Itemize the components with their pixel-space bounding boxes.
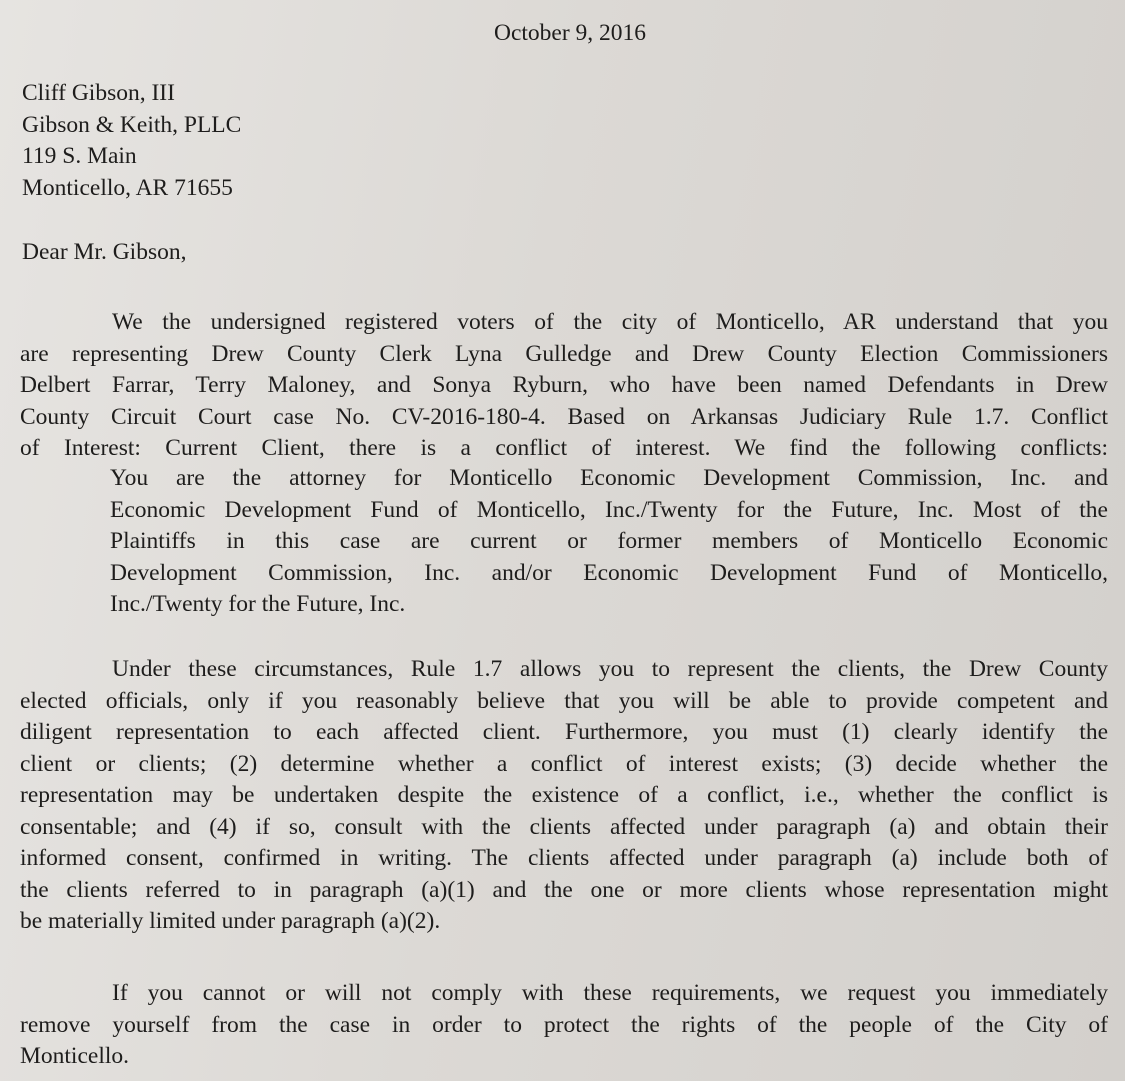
recipient-firm: Gibson & Keith, PLLC bbox=[22, 111, 242, 138]
conflicts-indented-block bbox=[110, 463, 1108, 621]
paragraph-line: Economic Development Fund of Monticello, Inc./Twenty for the Future, Inc. Most of the bbox=[110, 496, 1108, 523]
paragraph-line: are representing Drew County Clerk Lyna Gulledge and Drew County Election Commissioners bbox=[20, 340, 1108, 367]
recipient-street: 119 S. Main bbox=[22, 143, 137, 169]
recipient-city: Monticello, AR 71655 bbox=[22, 174, 233, 201]
paragraph-1 bbox=[20, 307, 1108, 465]
paragraph-line: remove yourself from the case in order to protect the rights of the people of the City of bbox=[20, 1011, 1108, 1038]
paragraph-line: Plaintiffs in this case are current or former members of Monticello Economic bbox=[110, 528, 1108, 554]
paragraph-line: diligent representation to each affected client. Furthermore, you must (1) clearly identify the bbox=[20, 719, 1108, 745]
paragraph-line: We the undersigned registered voters of the city of Monticello, AR understand that you bbox=[112, 309, 1108, 335]
paragraph-line: Development Commission, Inc. and/or Economic Development Fund of Monticello, bbox=[110, 559, 1108, 586]
paragraph-line: Under these circumstances, Rule 1.7 allows you to represent the clients, the Drew County bbox=[112, 656, 1108, 682]
paragraph-line: of Interest: Current Client, there is a conflict of interest. We find the following conflicts: bbox=[20, 435, 1108, 461]
paragraph-line: Monticello. bbox=[20, 1043, 129, 1069]
recipient-name: Cliff Gibson, III bbox=[22, 80, 175, 106]
paragraph-line: the clients referred to in paragraph (a)(1) and the one or more clients whose representation might bbox=[20, 876, 1108, 903]
paragraph-line: representation may be undertaken despite the existence of a conflict, i.e., whether the conflict is bbox=[20, 782, 1108, 808]
paragraph-line: informed consent, confirmed in writing. The clients affected under paragraph (a) include both of bbox=[20, 845, 1108, 871]
paragraph-line: be materially limited under paragraph (a)(2). bbox=[20, 908, 441, 934]
salutation: Dear Mr. Gibson, bbox=[22, 239, 187, 265]
paragraph-2 bbox=[20, 654, 1108, 938]
paragraph-line: elected officials, only if you reasonably believe that you will be able to provide competent and bbox=[20, 687, 1108, 714]
paragraph-line: Inc./Twenty for the Future, Inc. bbox=[110, 591, 406, 617]
letter-date: October 9, 2016 bbox=[493, 20, 647, 46]
recipient-address-block bbox=[22, 78, 241, 204]
paragraph-line: consentable; and (4) if so, consult with the clients affected under paragraph (a) and obtain their bbox=[20, 813, 1108, 840]
paragraph-line: client or clients; (2) determine whether a conflict of interest exists; (3) decide whether the bbox=[20, 750, 1108, 777]
paragraph-3 bbox=[20, 978, 1108, 1073]
paragraph-line: If you cannot or will not comply with these requirements, we request you immediately bbox=[112, 980, 1108, 1006]
paragraph-line: You are the attorney for Monticello Economic Development Commission, Inc. and bbox=[110, 465, 1108, 491]
paragraph-line: County Circuit Court case No. CV-2016-180-4. Based on Arkansas Judiciary Rule 1.7. Conflict bbox=[20, 403, 1108, 430]
paragraph-line: Delbert Farrar, Terry Maloney, and Sonya Ryburn, who have been named Defendants in Drew bbox=[20, 372, 1108, 398]
